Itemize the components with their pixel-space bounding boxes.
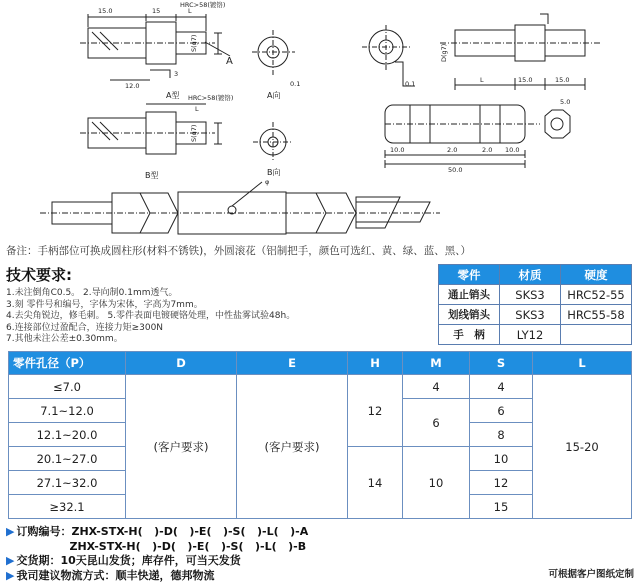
custom-note: 可根据客户图纸定制: [548, 566, 634, 580]
type-a-label: A型: [166, 90, 179, 100]
cell-e: (客户要求): [237, 375, 348, 519]
type-b-label: B型: [145, 170, 159, 180]
order-code-b: ZHX-STX-H( )-D( )-E( )-S( )-L( )-B: [69, 540, 306, 553]
cell-m: 4: [403, 375, 470, 399]
cell-s: 4: [470, 375, 533, 399]
cell-hardness: [561, 325, 632, 345]
dim-20a: 2.0: [447, 146, 457, 154]
cell-p: 27.1~32.0: [9, 471, 126, 495]
order-line-a: [6, 525, 308, 540]
cell-p: ≤7.0: [9, 375, 126, 399]
dim-01a: 0.1: [290, 80, 300, 88]
header-h: H: [348, 352, 403, 375]
cell-s: 8: [470, 423, 533, 447]
hrc-b: HRC>58(镀铬): [188, 93, 233, 102]
dim-20b: 2.0: [482, 146, 492, 154]
bullet-triangle-icon: ▶: [6, 525, 14, 538]
dim-15d: 15.0: [555, 76, 569, 84]
cell-p: 12.1~20.0: [9, 423, 126, 447]
bullet-triangle-icon: ▶: [6, 554, 14, 567]
hrc-top: HRC>58(镀铬): [180, 0, 225, 9]
cell-p: ≥32.1: [9, 495, 126, 519]
cell-s: 6: [470, 399, 533, 423]
requirement-line: 4.去尖角锐边，修毛刺。 5.零件表面电镀硬铬处理，中性盐雾试验48h。: [6, 311, 434, 323]
phi-label: φ: [265, 178, 269, 186]
cell-p: 7.1~12.0: [9, 399, 126, 423]
cell-material: SKS3: [500, 305, 561, 325]
requirements-title: 技术要求:: [6, 264, 434, 285]
spec-table-header: [9, 352, 632, 375]
dim-01b: 0.1: [405, 80, 415, 88]
cell-p: 20.1~27.0: [9, 447, 126, 471]
cell-material: SKS3: [500, 285, 561, 305]
cell-hardness: HRC55-58: [561, 305, 632, 325]
header-s: S: [470, 352, 533, 375]
delivery-text: 交货期：10天昆山发货；库存件，可当天发货: [16, 554, 240, 567]
dim-l-b: L: [195, 105, 199, 113]
header-d: D: [126, 352, 237, 375]
dim-15c: 15.0: [518, 76, 532, 84]
header-hardness: 硬度: [561, 265, 632, 285]
cell-part: 划线销头: [439, 305, 500, 325]
requirement-line: 6.连接部位过盈配合，连接力矩≥300N: [6, 323, 434, 335]
material-table-header: [439, 265, 632, 285]
logistics-text: 我司建议物流方式：顺丰快递，德邦物流: [16, 569, 214, 582]
dim-l-mid: L: [480, 76, 484, 84]
dim-l-top: L: [188, 7, 192, 15]
cell-part: 手 柄: [439, 325, 500, 345]
cell-hardness: HRC52-55: [561, 285, 632, 305]
header-p: 零件孔径（P）: [9, 352, 126, 375]
bullet-triangle-icon: ▶: [6, 569, 14, 582]
cell-l: 15-20: [533, 375, 632, 519]
table-row: [439, 325, 632, 345]
dim-s-a: S(g7): [190, 35, 198, 52]
requirement-line: 3.刻 零件号和编号，字体为宋体，字高为7mm。: [6, 300, 434, 312]
requirement-line: 1.未注倒角C0.5。 2.导向制0.1mm透气。: [6, 288, 434, 300]
cell-m: 6: [403, 399, 470, 447]
order-line-b: [6, 540, 308, 555]
view-a-label: A向: [267, 90, 280, 100]
remark-note: 备注：手柄部位可换成圆柱形(材料不锈铁)，外圆滚花（铝制把手，颜色可选红、黄、绿、蓝、黑、）: [6, 243, 471, 258]
technical-requirements: [6, 262, 434, 344]
logistics-line: [6, 569, 308, 583]
delivery-line: [6, 554, 308, 569]
dim-500: 50.0: [448, 166, 462, 174]
table-row: [9, 375, 632, 399]
label-a-arrow: A: [226, 56, 233, 67]
requirement-line: 7.其他未注公差±0.30mm。: [6, 334, 434, 346]
order-info: [6, 525, 308, 583]
dim-50: 5.0: [560, 98, 570, 106]
cell-d: (客户要求): [126, 375, 237, 519]
dim-120: 12.0: [125, 82, 139, 90]
table-row: [439, 285, 632, 305]
dim-100b: 10.0: [505, 146, 519, 154]
spec-table: [8, 351, 632, 519]
cell-h: 12: [348, 375, 403, 447]
header-part: 零件: [439, 265, 500, 285]
header-e: E: [237, 352, 348, 375]
header-material: 材质: [500, 265, 561, 285]
cell-s: 10: [470, 447, 533, 471]
dim-3: 3: [174, 70, 178, 78]
cell-m: 10: [403, 447, 470, 519]
cell-s: 12: [470, 471, 533, 495]
cell-material: LY12: [500, 325, 561, 345]
dim-15b: 15: [152, 7, 160, 15]
order-label: 订购编号：: [16, 525, 71, 538]
dim-s-b: S(g7): [190, 125, 198, 142]
cell-s: 15: [470, 495, 533, 519]
cell-part: 通止销头: [439, 285, 500, 305]
dim-d-a: D(g7): [440, 44, 448, 62]
cell-h: 14: [348, 447, 403, 519]
order-code-a: ZHX-STX-H( )-D( )-E( )-S( )-L( )-A: [71, 525, 308, 538]
view-b-label: B向: [267, 167, 281, 177]
table-row: [439, 305, 632, 325]
technical-drawing: [0, 0, 642, 240]
header-m: M: [403, 352, 470, 375]
dim-100a: 10.0: [390, 146, 404, 154]
dim-15a: 15.0: [98, 7, 112, 15]
material-table: [438, 264, 632, 345]
header-l: L: [533, 352, 632, 375]
